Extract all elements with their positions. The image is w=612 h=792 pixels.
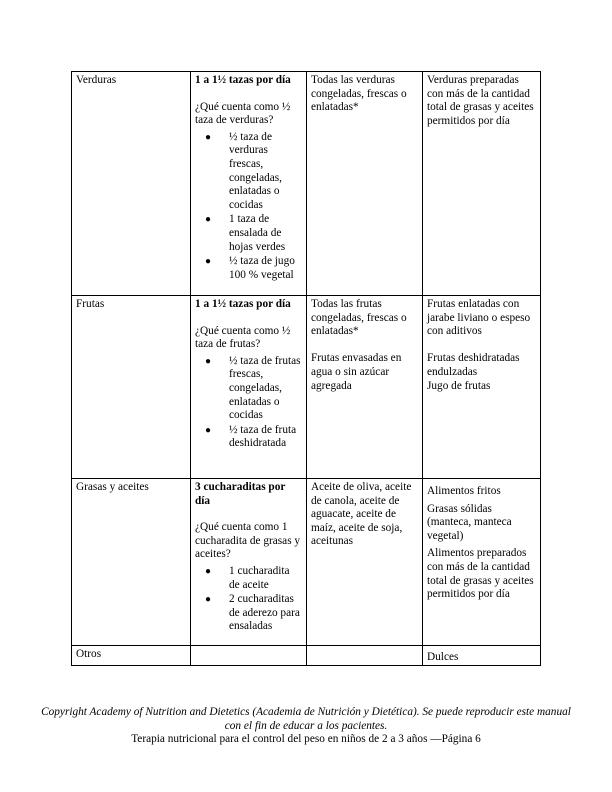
limit-text: Verduras preparadas con más de la cantidad total de grasas y aceites permitidos por día [427,74,534,127]
bullet-icon: ● [205,131,212,143]
limit-text: Frutas deshidratadas endulzadas [427,352,520,378]
food-group-table [71,71,541,666]
limit-text: Dulces [427,651,459,663]
table-row-otros [72,646,541,666]
group-name: Grasas y aceites [76,481,149,493]
group-cell [72,479,191,646]
choose-cell [307,646,423,666]
daily-amount: 3 cucharaditas por día [195,481,286,507]
bullet-icon: ● [205,256,212,268]
limit-text: Grasas sólidas (manteca, manteca vegetal) [427,502,512,542]
serving-question: ¿Qué cuenta como ½ taza de verduras? [195,100,291,127]
choose-text: Frutas envasadas en agua o sin azúcar agregada [311,352,402,392]
serving-list [195,131,302,283]
amount-cell [191,646,307,666]
limit-text: Alimentos fritos [427,485,501,497]
bullet-icon: ● [205,355,212,367]
serving-question: ¿Qué cuenta como 1 cucharadita de grasas y aceites? [195,521,301,561]
table-row-verduras [72,72,541,296]
bullet-icon: ● [205,424,212,436]
list-item: ● ½ taza de fruta deshidratada [205,423,297,450]
bullet-icon: ● [205,565,212,577]
choose-text: Todas las frutas congeladas, frescas o enlatadas* [311,298,407,338]
choose-cell [307,296,423,479]
limit-cell [423,72,541,296]
choose-cell [307,72,423,296]
list-item: ● ½ taza de verduras frescas, congeladas, enlatadas o cocidas [205,130,283,211]
amount-cell [191,296,307,479]
group-name: Verduras [76,74,117,86]
choose-cell [307,479,423,646]
group-cell [72,72,191,296]
limit-cell [423,479,541,646]
list-item: ● 1 cucharadita de aceite [205,564,290,591]
serving-list [195,565,302,634]
list-item: ● 1 taza de ensalada de hojas verdes [205,213,286,253]
limit-text: Frutas enlatadas con jarabe liviano o espeso con aditivos [427,298,531,338]
amount-cell [191,72,307,296]
table-row-grasas [72,479,541,646]
table-row-frutas [72,296,541,479]
bullet-icon: ● [205,594,212,606]
daily-amount: 1 a 1½ tazas por día [195,74,291,86]
bullet-icon: ● [205,214,212,226]
page-footer: Terapia nutricional para el control del peso en niños de 2 a 3 años —Página 6 [131,733,481,745]
list-item: ● ½ taza de jugo 100 % vegetal [205,255,295,281]
limit-cell [423,296,541,479]
serving-question: ¿Qué cuenta como ½ taza de frutas? [195,324,291,351]
group-name: Frutas [76,298,105,310]
amount-cell [191,479,307,646]
daily-amount: 1 a 1½ tazas por día [195,298,291,310]
limit-cell [423,646,541,666]
copyright-notice: Copyright Academy of Nutrition and Dietetics (Academia de Nutrición y Dietética). Se puede reproducir este manual con el fin de educar a los pacientes. [41,706,571,732]
group-cell [72,646,191,666]
list-item: ● 2 cucharaditas de aderezo para ensaladas [205,593,300,633]
choose-text: Todas las verduras congeladas, frescas o enlatadas* [311,74,407,114]
list-item: ● ½ taza de frutas frescas, congeladas, enlatadas o cocidas [205,354,301,422]
serving-list [195,355,302,451]
limit-text: Alimentos preparados con más de la cantidad total de grasas y aceites permitidos por día [427,547,534,601]
group-cell [72,296,191,479]
group-name: Otros [76,648,102,660]
choose-text: Aceite de oliva, aceite de canola, aceite de aguacate, aceite de maíz, aceite de soja, aceitunas [311,481,412,548]
limit-text: Jugo de frutas [427,379,491,392]
